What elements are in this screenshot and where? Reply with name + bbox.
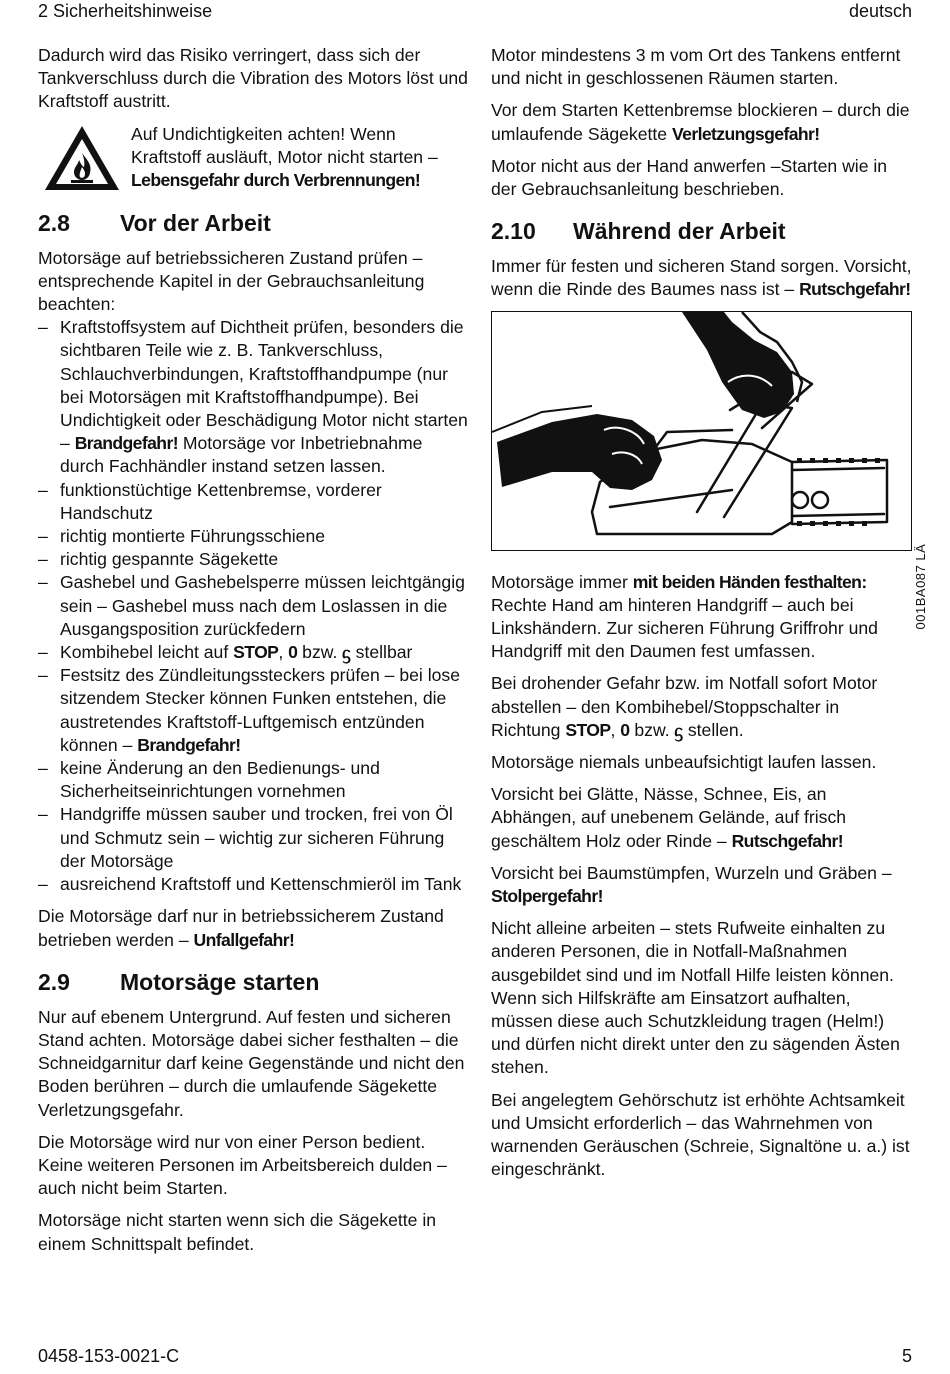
- left-column: [38, 44, 468, 1265]
- danger-keyword: Brandgefahr!: [74, 433, 178, 454]
- list-item: – Kombihebel leicht auf STOP, 0 bzw. ᦓ stellbar: [38, 641, 468, 664]
- paragraph: Vorsicht bei Glätte, Nässe, Schnee, Eis, an Abhängen, auf unebenem Gelände, auf frisch geschältem Holz oder Rinde – Rutschgefahr!: [491, 784, 847, 851]
- paragraph: Motorsäge niemals unbeaufsichtigt laufen lassen.: [491, 752, 877, 773]
- header-language: deutsch: [848, 1, 912, 21]
- zero-keyword: 0: [620, 719, 630, 740]
- section-title: Während der Arbeit: [573, 218, 786, 245]
- section-title: Vor der Arbeit: [120, 209, 271, 236]
- stop-symbol-icon: ᦓ: [674, 719, 683, 740]
- stop-symbol-icon: ᦓ: [342, 642, 351, 663]
- stop-keyword: STOP: [233, 642, 279, 663]
- list-item: – Festsitz des Zündleitungssteckers prüfen – bei lose sitzendem Stecker können Funken entstehen, die austretendes Kraftstoff-Luftgemisch entzünden können – Brandgefahr!: [38, 664, 468, 757]
- list-item: – ausreichend Kraftstoff und Kettenschmieröl im Tank: [38, 873, 468, 896]
- figure-code: 001BA087 LÄ: [913, 543, 928, 630]
- zero-keyword: 0: [288, 642, 298, 663]
- emphasis-keyword: mit beiden Händen festhalten:: [632, 571, 867, 592]
- section-number: 2.8: [38, 209, 70, 236]
- danger-keyword: Rutschgefahr!: [731, 830, 844, 851]
- checklist: [38, 316, 468, 896]
- fire-warning-icon: [42, 123, 122, 193]
- paragraph: Vorsicht bei Baumstümpfen, Wurzeln und Gräben – Stolpergefahr!: [491, 862, 892, 907]
- list-item: – Gashebel und Gashebelsperre müssen leichtgängig sein – Gashebel muss nach dem Loslassen in die Ausgangsposition zurückfedern: [38, 571, 468, 641]
- intro-paragraph: Dadurch wird das Risiko verringert, dass sich der Tankverschluss durch die Vibration des Motors löst und Kraftstoff austritt.: [38, 45, 468, 112]
- danger-keyword: Unfallgefahr!: [193, 929, 295, 950]
- paragraph: Die Motorsäge wird nur von einer Person bedient. Keine weiteren Personen im Arbeitsbereich dulden – auch nicht beim Starten.: [38, 1131, 447, 1199]
- paragraph: Nicht alleine arbeiten – stets Rufweite einhalten zu anderen Personen, die in Notfall-Maßnahmen ausgebildet sind und im Notfall Hilfe leisten können. Wenn sich Hilfskräfte am Einsatzort aufhalten, müssen diese auch Schutzkleidung tragen (Helm!) und dürfen nicht direkt unter den zu sägenden Ästen stehen.: [491, 918, 900, 1078]
- section-title: Motorsäge starten: [120, 968, 320, 995]
- paragraph: Nur auf ebenem Untergrund. Auf festen und sicheren Stand achten. Motorsäge dabei sicher festhalten – die Schneidgarnitur darf keine Gegenstände und nicht den Boden berühren – durch die umlaufende Sägekette Verletzungsgefahr.: [38, 1006, 465, 1120]
- list-item: – richtig gespannte Sägekette: [38, 548, 468, 571]
- section-2-9-heading: [38, 968, 468, 996]
- paragraph: Motor mindestens 3 m vom Ort des Tankens entfernt und nicht in geschlossenen Räumen starten.: [491, 45, 901, 89]
- fire-warning: [38, 123, 468, 193]
- section-number: 2.9: [38, 968, 70, 995]
- footer-doc-number: 0458-153-0021-C: [38, 1346, 180, 1366]
- footer-page-number: 5: [901, 1346, 912, 1366]
- danger-keyword: Stolpergefahr!: [491, 886, 603, 907]
- section-2-8-intro: Motorsäge auf betriebssicheren Zustand prüfen – entsprechende Kapitel in der Gebrauchsanleitung beachten:: [38, 247, 425, 315]
- paragraph: Immer für festen und sicheren Stand sorgen. Vorsicht, wenn die Rinde des Baumes nass ist – Rutschgefahr!: [491, 256, 912, 300]
- header-section: 2 Sicherheitshinweise: [38, 1, 213, 21]
- warning-keyword: Lebensgefahr durch Verbrennungen!: [131, 170, 421, 191]
- warning-text: Auf Undichtigkeiten achten! Wenn Kraftstoff ausläuft, Motor nicht starten –: [131, 123, 438, 167]
- list-item: – Handgriffe müssen sauber und trocken, frei von Öl und Schmutz sein – wichtig zur sicheren Führung der Motorsäge: [38, 803, 468, 873]
- danger-keyword: Rutschgefahr!: [799, 279, 911, 300]
- paragraph: Bei drohender Gefahr bzw. im Notfall sofort Motor abstellen – den Kombihebel/Stoppschalter in Richtung STOP, 0 bzw. ᦓ stellen.: [491, 673, 878, 740]
- list-item: – richtig montierte Führungsschiene: [38, 525, 468, 548]
- paragraph: Motor nicht aus der Hand anwerfen –Starten wie in der Gebrauchsanleitung beschrieben.: [491, 155, 888, 200]
- paragraph: Motorsäge immer mit beiden Händen festhalten: Rechte Hand am hinteren Handgriff – auch bei Linkshändern. Zur sicheren Führung Griffrohr und Handgriff mit den Daumen fest umfassen.: [491, 571, 878, 662]
- stop-keyword: STOP: [565, 719, 611, 740]
- list-item: – keine Änderung an den Bedienungs- und Sicherheitseinrichtungen vornehmen: [38, 757, 468, 803]
- section-2-8-heading: [38, 209, 468, 237]
- section-2-8-outro: Die Motorsäge darf nur in betriebssicherem Zustand betrieben werden – Unfallgefahr!: [38, 906, 444, 950]
- paragraph: Motorsäge nicht starten wenn sich die Sägekette in einem Schnittspalt befindet.: [38, 1210, 437, 1254]
- paragraph: Vor dem Starten Kettenbremse blockieren – durch die umlaufende Sägekette Verletzungsgefahr!: [491, 100, 910, 144]
- section-number: 2.10: [491, 218, 536, 245]
- right-column: [491, 44, 928, 1191]
- list-item: – Kraftstoffsystem auf Dichtheit prüfen, besonders die sichtbaren Teile wie z. B. Tankverschluss, Schlauchverbindungen, Kraftstoffhandpumpe (nur bei Motorsägen mit Kraftstoffhandpumpe). Bei Undichtigkeit oder Beschädigung Motor nicht starten – Brandgefahr! Motorsäge vor Inbetriebnahme durch Fachhändler instand setzen lassen.: [38, 316, 468, 478]
- chainsaw-hands-icon: [492, 312, 910, 549]
- section-2-10-heading: [491, 217, 912, 245]
- list-item: – funktionstüchtige Kettenbremse, vorderer Handschutz: [38, 479, 468, 525]
- danger-keyword: Verletzungsgefahr!: [671, 123, 820, 144]
- danger-keyword: Brandgefahr!: [137, 734, 241, 755]
- paragraph: Bei angelegtem Gehörschutz ist erhöhte Achtsamkeit und Umsicht erforderlich – das Wahrnehmen von warnenden Geräuschen (Schreie, Signaltöne u. a.) ist eingeschränkt.: [491, 1089, 910, 1180]
